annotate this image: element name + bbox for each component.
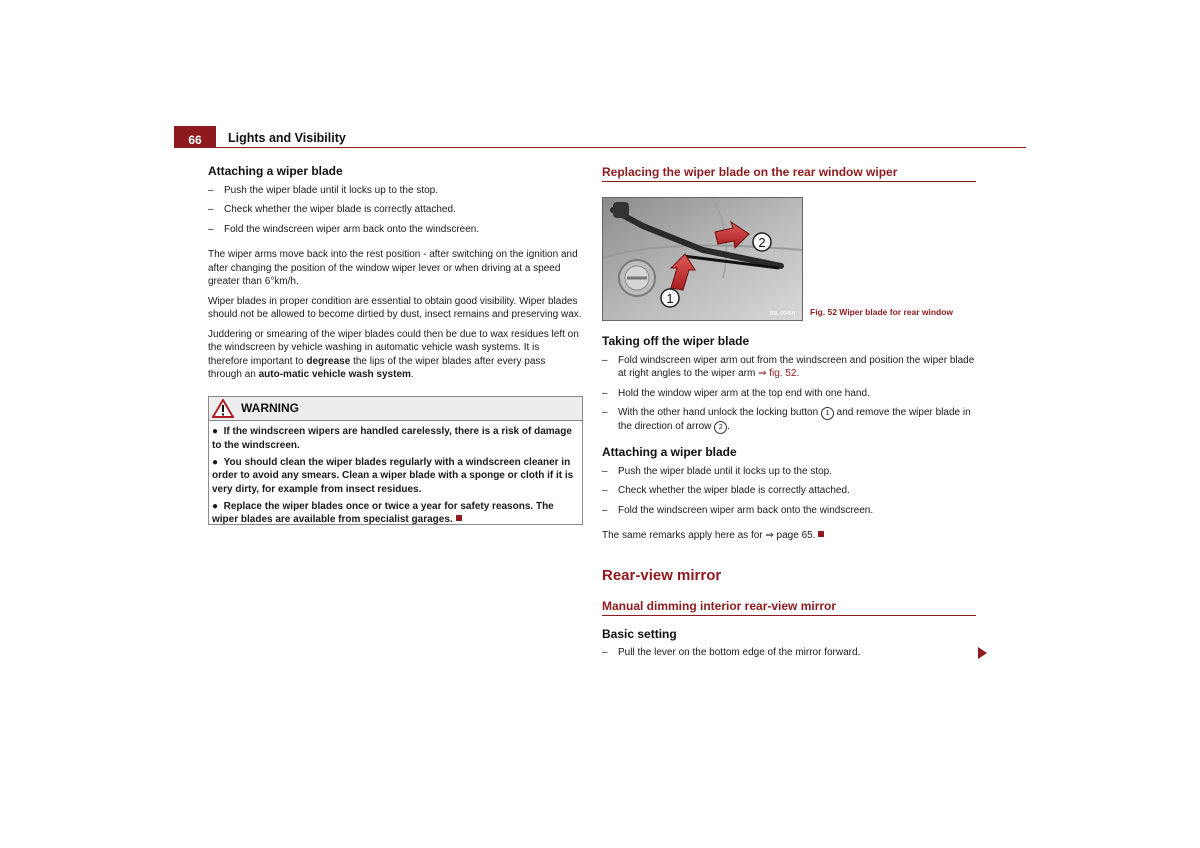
figure-label-2: 2 — [758, 235, 766, 250]
warning-triangle-icon — [212, 399, 234, 418]
warning-header — [209, 397, 582, 421]
list-item: – Check whether the wiper blade is correctly attached. — [208, 204, 456, 215]
mirror-subtitle: Manual dimming interior rear-view mirror — [602, 599, 837, 613]
basic-setting-heading: Basic setting — [602, 627, 677, 641]
warning-item: ● You should clean the wiper blades regularly with a windscreen cleaner in order to avoid any smears. Clean a wiper blade with a sponge or cloth if it is very dirty, for example from insect residues. — [212, 456, 574, 495]
wiper-figure — [602, 197, 803, 321]
warning-item: ● If the windscreen wipers are handled carelessly, there is a risk of damage to the windscreen. — [212, 426, 572, 451]
callout-1: 1 — [821, 407, 834, 420]
list-item: – With the other hand unlock the locking button 1 and remove the wiper blade in the direction of arrow 2 . — [602, 407, 971, 432]
paragraph-juddering: Juddering or smearing of the wiper blades could then be due to wax residues left on the windscreen by vehicle washing in automatic vehicle wash systems. It is therefore important to degrease the lips of the wiper blades after every pass through an auto-matic vehicle wash system. — [208, 328, 579, 380]
list-item: – Hold the window wiper arm at the top end with one hand. — [602, 387, 870, 399]
left-column — [208, 165, 582, 382]
warning-item: ● Replace the wiper blades once or twice a year for safety reasons. The wiper blades are available from specialist garages. — [212, 500, 554, 525]
list-item: – Fold windscreen wiper arm out from the windscreen and position the wiper blade at right angles to the wiper arm ⇒ fig. 52. — [602, 354, 975, 379]
next-page-arrow-icon — [978, 647, 988, 659]
list-item: – Push the wiper blade until it locks up to the stop. — [602, 465, 833, 477]
figure-code: B5L-0045H — [770, 311, 796, 317]
chapter-title: Lights and Visibility — [228, 131, 346, 145]
list-item: – Fold the windscreen wiper arm back onto the windscreen. — [602, 504, 874, 516]
list-item: – Push the wiper blade until it locks up to the stop. — [208, 184, 439, 196]
section-rule — [602, 181, 976, 182]
warning-title: WARNING — [241, 401, 299, 415]
callout-2: 2 — [714, 421, 727, 434]
right-column — [602, 335, 977, 543]
list-item: – Check whether the wiper blade is correctly attached. — [602, 485, 850, 496]
figure-caption: Fig. 52 Wiper blade for rear window — [810, 307, 954, 317]
list-item: – Fold the windscreen wiper arm back onto the windscreen. — [208, 223, 480, 235]
paragraph-rest-position: The wiper arms move back into the rest position - after switching on the ignition and after changing the position of the window wiper lever or when driving at a speed greater than 6°km/h. — [208, 249, 578, 287]
end-marker-icon — [818, 531, 824, 537]
attach-heading-right: Attaching a wiper blade — [602, 445, 737, 459]
paragraph-wiper-condition: Wiper blades in proper condition are essential to obtain good visibility. Wiper blades should not be allowed to become dirtied by dust, insect remains and preserving wax. — [208, 295, 582, 320]
end-marker-icon — [456, 515, 462, 521]
attach-heading-left: Attaching a wiper blade — [208, 164, 343, 178]
rear-wiper-illustration — [603, 198, 802, 320]
remark: The same remarks apply here as for ⇒ page 65. — [602, 529, 977, 543]
header-rule — [216, 147, 1026, 148]
mirror-rule — [602, 615, 976, 616]
mirror-title: Rear-view mirror — [602, 567, 722, 584]
warning-box — [208, 396, 583, 525]
warning-body — [209, 421, 582, 527]
figure-label-1: 1 — [666, 291, 674, 306]
page-number: 66 — [174, 126, 216, 148]
section-title-rear-wiper: Replacing the wiper blade on the rear window wiper — [602, 165, 898, 179]
list-item: – Pull the lever on the bottom edge of the mirror forward. — [602, 647, 861, 658]
taking-off-heading: Taking off the wiper blade — [602, 334, 750, 348]
figure-link[interactable]: ⇒ fig. 52 — [758, 368, 797, 379]
